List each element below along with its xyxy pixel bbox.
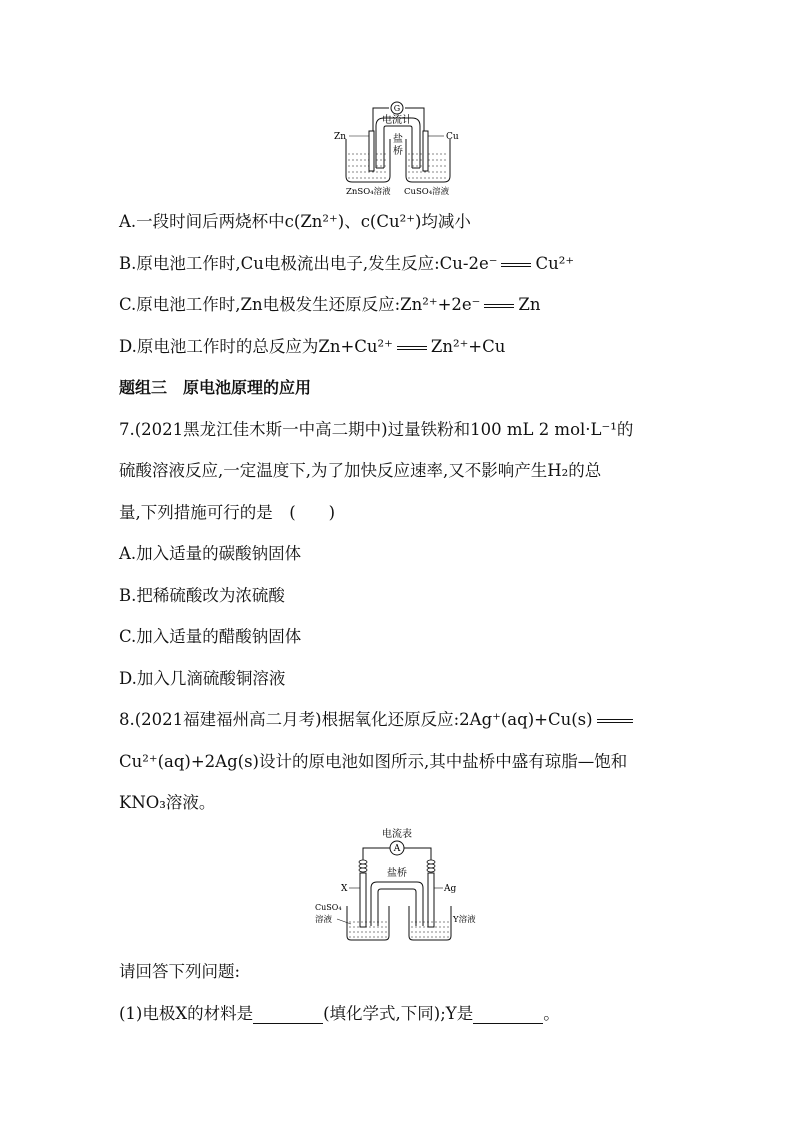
- answer-blank-x[interactable]: [253, 1007, 323, 1024]
- meter-label: 电流计: [382, 115, 412, 126]
- left-electrode-label: X: [341, 884, 348, 894]
- q7-line-3: 量,下列措施可行的是 ( ): [119, 503, 336, 522]
- salt-bridge-label: 盐桥: [387, 868, 407, 879]
- right-electrode-label: Ag: [444, 884, 457, 894]
- equals-sign: [397, 346, 427, 350]
- q6-option-c: [119, 295, 540, 315]
- prompt-text: 请回答下列问题:: [119, 962, 241, 981]
- q8-line-2: Cu²⁺(aq)+2Ag(s)设计的原电池如图所示,其中盐桥中盛有琼脂—饱和: [119, 752, 628, 771]
- salt-bridge-label-2: 桥: [393, 146, 403, 157]
- q6-option-d-lhs: D.原电池工作时的总反应为Zn+Cu²⁺: [119, 337, 393, 356]
- left-solution-label-2: 溶液: [315, 915, 333, 925]
- q6-option-b-rhs: Cu²⁺: [535, 254, 575, 273]
- section-title: 题组三 原电池原理的应用: [119, 378, 312, 397]
- equals-sign: [597, 719, 633, 723]
- q6-option-b: [119, 254, 574, 274]
- ammeter-label: 电流表: [382, 829, 412, 840]
- q8-part-1: [119, 1004, 560, 1024]
- left-solution-label: ZnSO₄溶液: [346, 187, 391, 197]
- q8-part-1-post: 。: [543, 1004, 560, 1023]
- meter-symbol: G: [393, 104, 401, 113]
- q6-option-a: A.一段时间后两烧杯中c(Zn²⁺)、c(Cu²⁺)均减小: [119, 212, 471, 231]
- equals-sign: [484, 304, 514, 308]
- galvanic-cell-diagram-1: [332, 98, 462, 198]
- q6-option-b-lhs: B.原电池工作时,Cu电极流出电子,发生反应:Cu-2e⁻: [119, 254, 498, 273]
- x-electrode: [360, 873, 366, 927]
- answer-blank-y[interactable]: [473, 1007, 543, 1024]
- q6-option-d: [119, 337, 505, 357]
- right-solution-label: CuSO₄溶液: [404, 187, 450, 197]
- left-electrode-label: Zn: [334, 132, 347, 142]
- zn-electrode: [369, 131, 374, 171]
- q8-line-1: [119, 710, 637, 730]
- q6-option-d-rhs: Zn²⁺+Cu: [430, 337, 506, 356]
- cu-electrode: [423, 131, 428, 171]
- q7-option-b: B.把稀硫酸改为浓硫酸: [119, 586, 285, 605]
- equals-sign: [501, 263, 531, 267]
- q8-part-1-pre: (1)电极X的材料是: [119, 1004, 254, 1023]
- q7-option-c: C.加入适量的醋酸钠固体: [119, 627, 302, 646]
- q7-line-1: 7.(2021黑龙江佳木斯一中高二期中)过量铁粉和100 mL 2 mol·L⁻¹的: [119, 420, 634, 439]
- ammeter-symbol: A: [393, 844, 401, 854]
- galvanic-cell-diagram-2: [305, 826, 485, 946]
- q7-line-2: 硫酸溶液反应,一定温度下,为了加快反应速率,又不影响产生H₂的总: [119, 461, 602, 480]
- q8-line-3: KNO₃溶液。: [119, 793, 216, 812]
- q7-option-a: A.加入适量的碳酸钠固体: [119, 544, 302, 563]
- left-solution-label-1: CuSO₄: [315, 903, 342, 912]
- q8-part-1-mid: (填化学式,下同);Y是: [323, 1004, 474, 1023]
- q6-option-c-lhs: C.原电池工作时,Zn电极发生还原反应:Zn²⁺+2e⁻: [119, 295, 481, 314]
- salt-bridge-label-1: 盐: [393, 134, 403, 145]
- ag-electrode: [428, 873, 434, 927]
- right-solution-label: Y溶液: [453, 915, 476, 925]
- q7-option-d: D.加入几滴硫酸铜溶液: [119, 669, 286, 688]
- q8-line-1-text: 8.(2021福建福州高二月考)根据氧化还原反应:2Ag⁺(aq)+Cu(s): [119, 710, 593, 729]
- q6-option-c-rhs: Zn: [518, 295, 541, 314]
- right-electrode-label: Cu: [446, 132, 459, 142]
